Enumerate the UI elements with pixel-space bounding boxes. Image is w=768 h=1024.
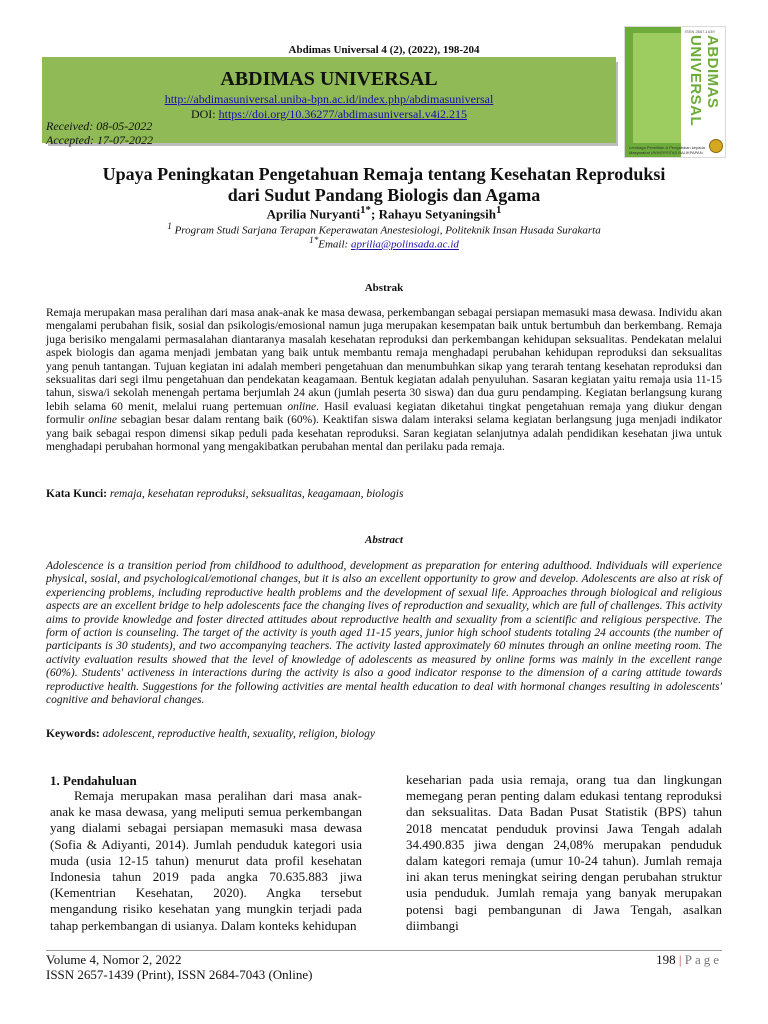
journal-url-link[interactable]: http://abdimasuniversal.uniba-bpn.ac.id/index.php/abdimasuniversal xyxy=(164,92,494,106)
abstrak-online-2: online xyxy=(88,414,117,427)
keywords-text: adolescent, reproductive health, sexuality, religion, biology xyxy=(99,728,375,740)
journal-title: ABDIMAS UNIVERSAL xyxy=(220,68,438,90)
received-date: Received: 08-05-2022 xyxy=(46,119,153,133)
university-logo-icon xyxy=(709,139,723,153)
kata-kunci-label: Kata Kunci: xyxy=(46,488,108,500)
page-number-value: 198 xyxy=(656,952,676,967)
footer-volume: Volume 4, Nomor 2, 2022 xyxy=(46,952,182,967)
abstrak-online-1: online xyxy=(287,400,317,413)
author-1: Aprilia Nuryanti xyxy=(266,206,361,222)
email-line xyxy=(0,235,768,251)
footer-divider xyxy=(46,950,722,951)
column-right-text: keseharian pada usia remaja, orang tua dan lingkungan memegang peran penting dalam edukasi tentang reproduksi dan seksualitas. Data Badan Pusat Statistik (BPS) tahun 2018 mencatat penduduk provinsi Jawa Tengah adalah 34.490.835 jiwa dengan 24,08% merupakan penduduk dalam kategori remaja (umur 10-24 tahun). Jumlah remaja ini akan terus meningkat seiring dengan perubahan struktur usia penduduk. Jumlah remaja yang banyak merupakan potensi bagi pembangunan di Jawa Tengah, asalkan diimbangi xyxy=(406,772,722,933)
kata-kunci xyxy=(46,488,722,501)
affiliation-sup: 1 xyxy=(167,221,172,231)
doi-link[interactable]: https://doi.org/10.36277/abdimasuniversal.v4i2.215 xyxy=(218,107,468,121)
page-number xyxy=(600,952,722,968)
abstrak-part-1: Remaja merupakan masa peralihan dari masa anak-anak ke masa dewasa, perkembangan sebagai persiapan memasuki masa dewasa. Individu akan mengalami perubahan fisik, sosial dan psikologis/emosional namun juga merupakan kesempatan baik untuk bertumbuh dan berkembang. Remaja juga berisiko mengalami permasalahan diantaranya masalah kesehatan reproduksi dan perkembangan kehidupan seksualitas. Pendekatan melalui aspek biologis dan agama menjadi jembatan yang baik untuk membantu remaja menghadapi perubahan kehidupan reproduksi dan seksualitas yang penuh tantangan. Tujuan kegiatan ini adalah memberi pengetahuan dan menumbuhkan sikap yang terarah tentang kesehatan reproduksi dan seksualitas dari segi ilmu pengetahuan dan pendekatan keagamaan. Bentuk kegiatan adalah penyuluhan. Sasaran kegiatan yaitu remaja usia 11-15 tahun, siswa/i sekolah menengah pertama berjumlah 24 akun (jumlah peserta 30 siswa) dan dua guru pendamping. Kegiatan berlangsung kurang lebih selama 60 menit, melalui ruang pertemuan xyxy=(46,307,722,413)
email-link[interactable]: aprilia@polinsada.ac.id xyxy=(350,238,459,251)
cover-footer: Lembaga Penelitian & Pengabdian kepada Masyarakat UNIVERSITAS BALIKPAPAN xyxy=(629,145,705,155)
authors xyxy=(0,204,768,222)
journal-banner xyxy=(42,57,616,147)
accepted-date: Accepted: 17-07-2022 xyxy=(46,133,153,147)
author-1-sup: 1* xyxy=(360,204,371,216)
kata-kunci-text: remaja, kesehatan reproduksi, seksualitas, keagamaan, biologis xyxy=(107,488,404,500)
cover-title: ABDIMAS UNIVERSAL xyxy=(687,35,721,127)
affiliation-text: Program Studi Sarjana Terapan Keperawatan Anestesiologi, Politeknik Insan Husada Surakarta xyxy=(171,224,601,237)
footer-issn: ISSN 2657-1439 (Print), ISSN 2684-7043 (Online) xyxy=(46,967,313,982)
paper-title xyxy=(0,164,768,206)
page-word: Page xyxy=(684,952,722,967)
column-right xyxy=(406,772,722,934)
abstract-body: Adolescence is a transition period from childhood to adulthood, development as preparation for entering adulthood. Individuals will experience physical, sosial, and psychological/emotional changes, but it is also an excellent opportunity to grow and develop. Adolescents are also at risk of experiencing problems, including reproductive health problems and the development of sexual life. Approaches through biological and religious aspects are an excellent bridge to help adolescents face the changing lives of reproduction and sexuality, which are full of challenges. This activity aims to provide knowledge and foster directed attitudes about reproductive health and sexuality from a scientific and religious perspective. The form of action is counseling. The target of the activity is youth aged 11-15 years, junior high school students totaling 24 accounts (the number of participants is 30 students), and two accompanying teachers. The activity lasted approximately 60 minutes through an online meeting room. The activity evaluation results showed that the level of knowledge of adolescents as measured by online forms was mainly in the excellent range (60%). Students' activeness in interactions during the activity is also a good indicator response to the dimension of a caring attitude towards reproductive health. Suggestions for the following activities are mental health education to deal with hormonal changes resulting in adolescents' cognitive and behavioral changes. xyxy=(46,560,722,707)
page-separator: | xyxy=(675,952,685,967)
abstrak-heading: Abstrak xyxy=(364,282,404,294)
doi-label: DOI: xyxy=(190,107,219,121)
paper-title-line-2: dari Sudut Pandang Biologis dan Agama xyxy=(227,185,541,205)
author-2-sup: 1 xyxy=(495,204,502,216)
keywords-label: Keywords: xyxy=(46,728,100,740)
abstrak-part-3: sebagian besar dalam rentang baik (60%). Keaktifan siswa dalam interaksi selama kegiatan berlangsung juga menjadi indikator yang baik sebagai respon dimensi sikap peduli pada kesehatan reproduksi. Saran kegiatan selanjutnya adalah pendidikan kesehatan jiwa untuk menghadapi perubahan hormonal yang mengakibatkan perubahan mental dan perilaku pada remaja. xyxy=(46,414,722,454)
abstrak-body xyxy=(46,307,722,454)
column-left xyxy=(50,788,362,934)
keywords xyxy=(46,728,722,741)
author-2: Rahayu Setyaningsih xyxy=(378,206,496,222)
author-separator: ; xyxy=(370,206,379,222)
abstrak-part-2: . Hasil evaluasi kegiatan diketahui tingkat pengetahuan remaja yang diukur dengan formulir xyxy=(46,400,722,427)
cover-issn: ISSN 2657-1439 xyxy=(685,29,715,34)
running-header: Abdimas Universal 4 (2), (2022), 198-204 xyxy=(288,44,480,56)
paper-title-line-1: Upaya Peningkatan Pengetahuan Remaja tentang Kesehatan Reproduksi xyxy=(102,164,666,184)
email-sup: 1* xyxy=(309,235,319,245)
column-left-text: Remaja merupakan masa peralihan dari masa anak-anak ke masa dewasa, yang meliputi semua perkembangan yang dialami sebagai persiapan memasuki masa dewasa (Sofia & Adiyanti, 2014). Jumlah penduduk kategori usia muda (usia 12-15 tahun) menurut data profil kesehatan Indonesia tahun 2019 pada angka 70.635.883 jiwa (Kementrian Kesehatan, 2020). Angka tersebut mengandung risiko kesehatan yang mungkin terjadi pada tahap perkembangan di usianya. Dalam konteks kehidupan xyxy=(50,788,362,933)
section-heading-pendahuluan: 1. Pendahuluan xyxy=(50,773,137,788)
abstract-heading: Abstract xyxy=(365,534,403,546)
journal-cover-image xyxy=(624,26,726,158)
cover-band-light xyxy=(633,33,681,143)
email-label: Email: xyxy=(318,238,351,251)
